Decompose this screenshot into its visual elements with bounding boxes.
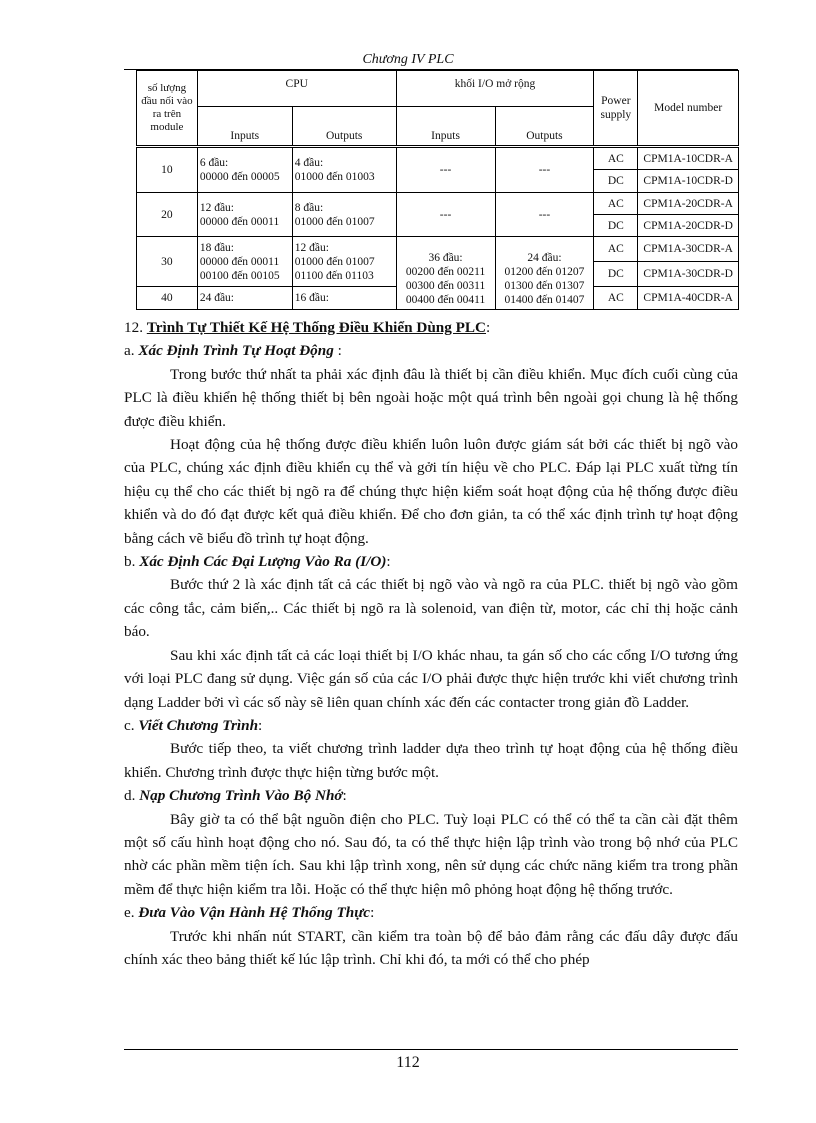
paragraph: Trước khi nhấn nút START, cần kiểm tra toàn bộ để bảo đảm rằng các đấu dây được đấu chính xác theo bảng thiết kế lúc lập trình. Chỉ khi đó, ta mới có thể cho phép bbox=[124, 927, 738, 968]
cpu-inputs-cell: 18 đầu: 00000 đến 00011 00100 đến 00105 bbox=[197, 237, 292, 287]
io-count-cell: 30 bbox=[137, 237, 198, 287]
header-expansion: khối I/O mở rộng bbox=[396, 71, 594, 107]
header-exp-inputs: Inputs bbox=[396, 107, 495, 147]
header-exp-outputs: Outputs bbox=[495, 107, 594, 147]
section-b-heading: b. Xác Định Các Đại Lượng Vào Ra (I/O): bbox=[124, 553, 391, 571]
section-c-heading: c. Viết Chương Trình: bbox=[124, 716, 263, 734]
power-cell: DC bbox=[594, 170, 638, 193]
paragraph: Bước tiếp theo, ta viết chương trình ladder dựa theo trình tự hoạt động của hệ thống điều khiển. Chương trình được thực hiện từng bước một. bbox=[124, 740, 738, 781]
power-cell: AC bbox=[594, 193, 638, 215]
cpu-outputs-cell: 16 đầu: bbox=[292, 287, 396, 310]
io-count-cell: 40 bbox=[137, 287, 198, 310]
header-io-count: số lượng đầu nối vào ra trên module bbox=[137, 71, 198, 147]
exp-inputs-cell: 36 đầu: 00200 đến 00211 00300 đến 00311 00400 đến 00411 bbox=[396, 237, 495, 310]
cpu-inputs-cell: 12 đầu: 00000 đến 00011 bbox=[197, 193, 292, 237]
header-cpu: CPU bbox=[197, 71, 396, 107]
header-cpu-inputs: Inputs bbox=[197, 107, 292, 147]
body-content bbox=[124, 316, 738, 971]
cpu-outputs-cell: 8 đầu: 01000 đến 01007 bbox=[292, 193, 396, 237]
cpu-inputs-cell: 6 đầu: 00000 đến 00005 bbox=[197, 147, 292, 193]
section-a-heading: a. Xác Định Trình Tự Hoạt Động : bbox=[124, 342, 342, 360]
section-12-heading: 12. Trình Tự Thiết Kế Hệ Thống Điều Khiển Dùng PLC: bbox=[124, 319, 491, 336]
model-cell: CPM1A-10CDR-A bbox=[638, 147, 739, 170]
page-number: 112 bbox=[396, 1054, 420, 1071]
section-d-heading: d. Nạp Chương Trình Vào Bộ Nhớ: bbox=[124, 787, 347, 805]
paragraph: Sau khi xác định tất cả các loại thiết bị I/O khác nhau, ta gán số cho các cổng I/O tương ứng với loại PLC đang sử dụng. Việc gán số của các I/O phải được thực hiện trước khi viết chương trình dạng Ladder bởi vì các số này sẽ liên quan chính xác đến các contacter trong giản đồ Ladder. bbox=[124, 646, 738, 711]
power-cell: AC bbox=[594, 287, 638, 310]
model-cell: CPM1A-20CDR-A bbox=[638, 193, 739, 215]
section-e-heading: e. Đưa Vào Vận Hành Hệ Thống Thực: bbox=[124, 904, 375, 922]
power-cell: DC bbox=[594, 215, 638, 237]
exp-inputs-cell: --- bbox=[396, 147, 495, 193]
cpu-outputs-cell: 4 đầu: 01000 đến 01003 bbox=[292, 147, 396, 193]
model-cell: CPM1A-40CDR-A bbox=[638, 287, 739, 310]
cpu-outputs-cell: 12 đầu: 01000 đến 01007 01100 đến 01103 bbox=[292, 237, 396, 287]
header-model: Model number bbox=[638, 71, 739, 147]
header-power: Power supply bbox=[594, 71, 638, 147]
header-cpu-outputs: Outputs bbox=[292, 107, 396, 147]
paragraph: Hoạt động của hệ thống được điều khiển luôn luôn được giám sát bởi các thiết bị ngõ vào của PLC, chúng xác định điều khiển cụ thể và gởi tín hiệu về cho PLC. Đáp lại PLC xuất từng tín hiệu cụ thể cho các thiết bị ngõ ra để chúng thực hiện kiểm soát hoạt động của hệ thống được điều khiển và do đó đạt được kết quả điều khiển. Để cho đơn giản, ta có thể xác định trình tự hoạt động bằng cách vẽ biểu đồ trình tự hoạt động. bbox=[124, 436, 738, 547]
model-cell: CPM1A-30CDR-A bbox=[638, 237, 739, 262]
page-header: Chương IV PLC bbox=[362, 52, 454, 67]
exp-outputs-cell: 24 đầu: 01200 đến 01207 01300 đến 01307 01400 đến 01407 bbox=[495, 237, 594, 310]
cpu-inputs-cell: 24 đầu: bbox=[197, 287, 292, 310]
footer-rule bbox=[124, 1049, 738, 1050]
io-count-cell: 20 bbox=[137, 193, 198, 237]
power-cell: AC bbox=[594, 147, 638, 170]
exp-inputs-cell: --- bbox=[396, 193, 495, 237]
plc-model-table bbox=[136, 70, 739, 310]
model-cell: CPM1A-10CDR-D bbox=[638, 170, 739, 193]
power-cell: AC bbox=[594, 237, 638, 262]
power-cell: DC bbox=[594, 262, 638, 287]
paragraph: Bước thứ 2 là xác định tất cả các thiết bị ngõ vào và ngõ ra của PLC. thiết bị ngõ vào gồm các công tắc, cảm biến,.. Các thiết bị ngõ ra là solenoid, van điện từ, motor, các chỉ thị hoặc cảnh báo. bbox=[124, 576, 738, 641]
exp-outputs-cell: --- bbox=[495, 147, 594, 193]
model-cell: CPM1A-30CDR-D bbox=[638, 262, 739, 287]
section-12-title: Trình Tự Thiết Kế Hệ Thống Điều Khiển Dùng PLC bbox=[146, 319, 487, 336]
io-count-cell: 10 bbox=[137, 147, 198, 193]
exp-outputs-cell: --- bbox=[495, 193, 594, 237]
paragraph: Bây giờ ta có thể bật nguồn điện cho PLC. Tuỳ loại PLC có thể có thể ta cần cài đặt thêm một số cấu hình hoạt động cho nó. Sau đó, ta có thể thực hiện lập trình vào trong bộ nhớ của PLC nhờ các phần mềm tiện ích. Sau khi lập trình xong, nên sử dụng các chức năng kiểm tra trong phần mềm để thực hiện kiểm tra lỗi. Hoặc có thể thực hiện mô phỏng hoạt động hệ thống trước. bbox=[124, 810, 738, 898]
paragraph: Trong bước thứ nhất ta phải xác định đâu là thiết bị cần điều khiển. Mục đích cuối cùng của PLC là điều khiển hệ thống thiết bị bên ngoài hoặc một quá trình bên ngoài gọi chung là hệ thống được điều khiển. bbox=[124, 365, 738, 430]
model-cell: CPM1A-20CDR-D bbox=[638, 215, 739, 237]
